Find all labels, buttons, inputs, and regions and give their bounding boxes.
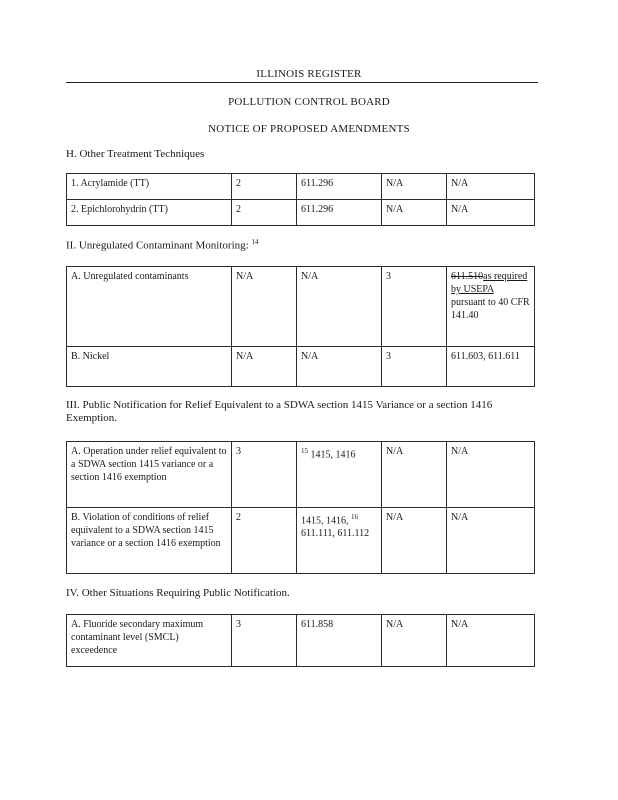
cell-citation: 611.296	[297, 174, 382, 200]
table-row	[67, 267, 535, 347]
footnote-marker: 14	[251, 238, 259, 246]
cell-contaminant: 1. Acrylamide (TT)	[67, 174, 232, 200]
cell-tier-monitoring: N/A	[382, 442, 447, 508]
cell-tier-monitoring: N/A	[382, 615, 447, 667]
cell-citation: 611.296	[297, 200, 382, 226]
cell-tier: 2	[232, 508, 297, 574]
cell-citation-monitoring: N/A	[447, 508, 535, 574]
cell-tier-monitoring: 3	[382, 267, 447, 347]
cell-tier: 2	[232, 174, 297, 200]
table-row	[67, 615, 535, 667]
cell-situation: A. Fluoride secondary maximum contaminant level (SMCL) exceedence	[67, 615, 232, 667]
cell-situation: B. Violation of conditions of relief equivalent to a SDWA section 1415 variance or a section 1416 exemption	[67, 508, 232, 574]
section-ii-heading	[66, 238, 258, 252]
added-citation: as required by USEPA	[451, 271, 528, 295]
cell-tier: 3	[232, 442, 297, 508]
section-iv-heading: IV. Other Situations Requiring Public Notification.	[66, 587, 290, 599]
citation-text-extra: 611.111, 611.112	[301, 528, 370, 540]
cell-citation: 611.858	[297, 615, 382, 667]
register-title: ILLINOIS REGISTER	[256, 68, 362, 80]
board-title: POLLUTION CONTROL BOARD	[228, 96, 390, 108]
table-row	[67, 200, 535, 226]
cell-contaminant: A. Unregulated contaminants	[67, 267, 232, 347]
section-h-heading: H. Other Treatment Techniques	[66, 148, 205, 160]
cell-tier: N/A	[232, 347, 297, 387]
cell-situation: A. Operation under relief equivalent to a SDWA section 1415 variance or a section 1416 exemption	[67, 442, 232, 508]
struck-citation: 611.510	[451, 271, 484, 282]
citation-text: 1415, 1416	[310, 449, 356, 461]
cell-tier: 2	[232, 200, 297, 226]
cell-tier-monitoring: 3	[382, 347, 447, 387]
cell-tier-monitoring: N/A	[382, 174, 447, 200]
section-ii-table	[66, 266, 535, 387]
cell-tier: 3	[232, 615, 297, 667]
cell-citation-monitoring: N/A	[447, 442, 535, 508]
cell-contaminant: 2. Epichlorohydrin (TT)	[67, 200, 232, 226]
section-ii-title: II. Unregulated Contaminant Monitoring:	[66, 239, 249, 252]
table-row	[67, 174, 535, 200]
cell-citation	[297, 442, 382, 508]
citation-text: 1415, 1416,	[301, 515, 349, 527]
cell-tier-monitoring: N/A	[382, 200, 447, 226]
cell-citation-monitoring	[447, 267, 535, 347]
footnote-marker: 16	[351, 513, 358, 521]
table-row	[67, 347, 535, 387]
cell-citation	[297, 508, 382, 574]
cell-citation-monitoring: N/A	[447, 200, 535, 226]
cell-tier-monitoring: N/A	[382, 508, 447, 574]
table-row	[67, 508, 535, 574]
cell-citation: N/A	[297, 267, 382, 347]
section-iv-table	[66, 614, 535, 667]
citation-remainder: pursuant to 40 CFR 141.40	[451, 297, 530, 321]
section-iii-heading: III. Public Notification for Relief Equivalent to a SDWA section 1415 Variance or a section 1416 Exemption.	[66, 399, 493, 424]
footnote-marker: 15	[301, 447, 308, 455]
notice-title: NOTICE OF PROPOSED AMENDMENTS	[208, 123, 410, 135]
section-h-table	[66, 173, 535, 226]
section-iii-table	[66, 441, 535, 574]
cell-citation-monitoring: N/A	[447, 174, 535, 200]
cell-contaminant: B. Nickel	[67, 347, 232, 387]
header-rule	[66, 82, 538, 83]
cell-citation: N/A	[297, 347, 382, 387]
table-row	[67, 442, 535, 508]
cell-citation-monitoring: 611.603, 611.611	[447, 347, 535, 387]
cell-tier: N/A	[232, 267, 297, 347]
cell-citation-monitoring: N/A	[447, 615, 535, 667]
